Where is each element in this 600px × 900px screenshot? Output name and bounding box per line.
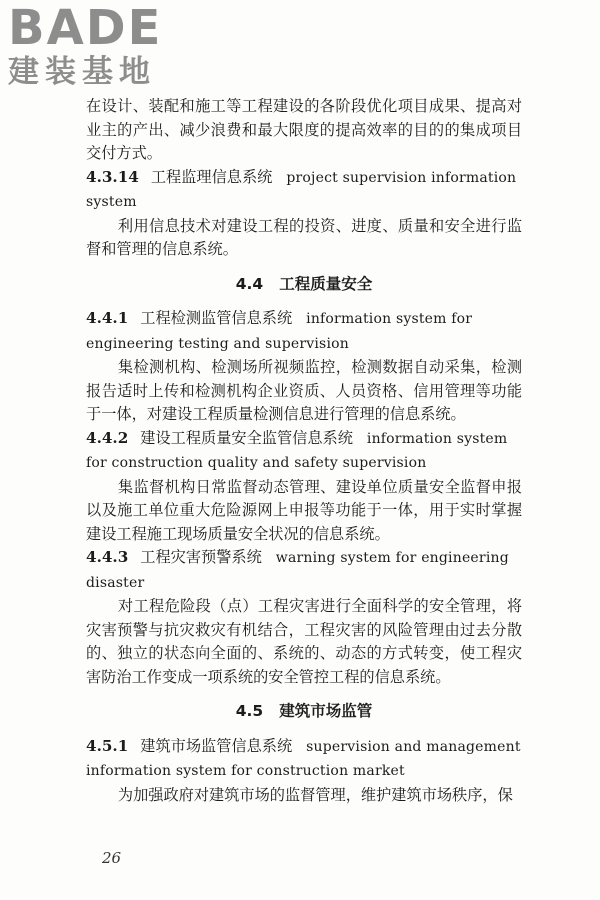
body-paragraph: 为加强政府对建筑市场的监督管理，维护建筑市场秩序，保 xyxy=(117,785,513,804)
page-content xyxy=(86,95,522,807)
term-entry xyxy=(86,546,522,595)
logo-latin-text: BADE xyxy=(8,0,163,56)
body-paragraph: 利用信息技术对建设工程的投资、进度、质量和安全进行监督和管理的信息系统。 xyxy=(86,216,522,258)
bade-logo xyxy=(8,2,178,90)
body-paragraph: 集监督机构日常监督动态管理、建设单位质量安全监督申报以及施工单位重大危险源网上申报等功能于一体，用于实时掌握建设工程施工现场质量安全状况的信息系统。 xyxy=(86,477,522,543)
term-number: 4.4.2 xyxy=(86,428,129,447)
term-number: 4.5.1 xyxy=(86,736,129,755)
body-paragraph: 对工程危险段（点）工程灾害进行全面科学的安全管理，将灾害预警与抗灾救灾有机结合，工程灾害的风险管理由过去分散的、独立的状态向全面的、系统的、动态的方式转变，使工程灾害防治工作变成一项系统的安全管控工程的信息系统。 xyxy=(86,597,522,686)
term-number: 4.3.14 xyxy=(86,167,139,186)
term-chinese: 工程灾害预警系统 xyxy=(140,548,262,566)
section-number: 4.4 xyxy=(235,274,264,293)
term-english: project supervision information system xyxy=(86,169,517,210)
page-number: 26 xyxy=(102,849,122,867)
body-paragraph: 在设计、装配和施工等工程建设的各阶段优化项目成果、提高对业主的产出、减少浪费和最大限度的提高效率的目的的集成项目交付方式。 xyxy=(86,97,522,162)
section-title: 建筑市场监管 xyxy=(279,702,373,720)
term-chinese: 工程监理信息系统 xyxy=(150,167,273,186)
term-english: information system for engineering testing and supervision xyxy=(86,311,473,352)
term-chinese: 建设工程质量安全监管信息系统 xyxy=(140,428,353,447)
term-english: information system for construction quality and safety supervision xyxy=(86,430,508,471)
section-title: 工程质量安全 xyxy=(279,274,373,293)
term-number: 4.4.3 xyxy=(86,548,129,566)
section-heading xyxy=(86,700,522,724)
section-number: 4.5 xyxy=(235,702,264,720)
body-paragraph: 集检测机构、检测场所视频监控，检测数据自动采集，检测报告适时上传和检测机构企业资质、人员资格、信用管理等功能于一体，对建设工程质量检测信息进行管理的信息系统。 xyxy=(86,358,522,423)
term-chinese: 工程检测监管信息系统 xyxy=(140,309,293,327)
logo-chinese-text: 建装基地 xyxy=(8,54,156,90)
term-english: warning system for engineering disaster xyxy=(86,550,509,591)
term-chinese: 建筑市场监管信息系统 xyxy=(140,736,293,755)
term-entry xyxy=(86,307,522,356)
term-number: 4.4.1 xyxy=(86,309,129,327)
term-entry xyxy=(86,166,522,215)
section-heading xyxy=(86,273,522,297)
term-entry xyxy=(86,427,522,476)
term-entry xyxy=(86,735,522,784)
term-english: supervision and management information system for construction market xyxy=(86,738,521,779)
